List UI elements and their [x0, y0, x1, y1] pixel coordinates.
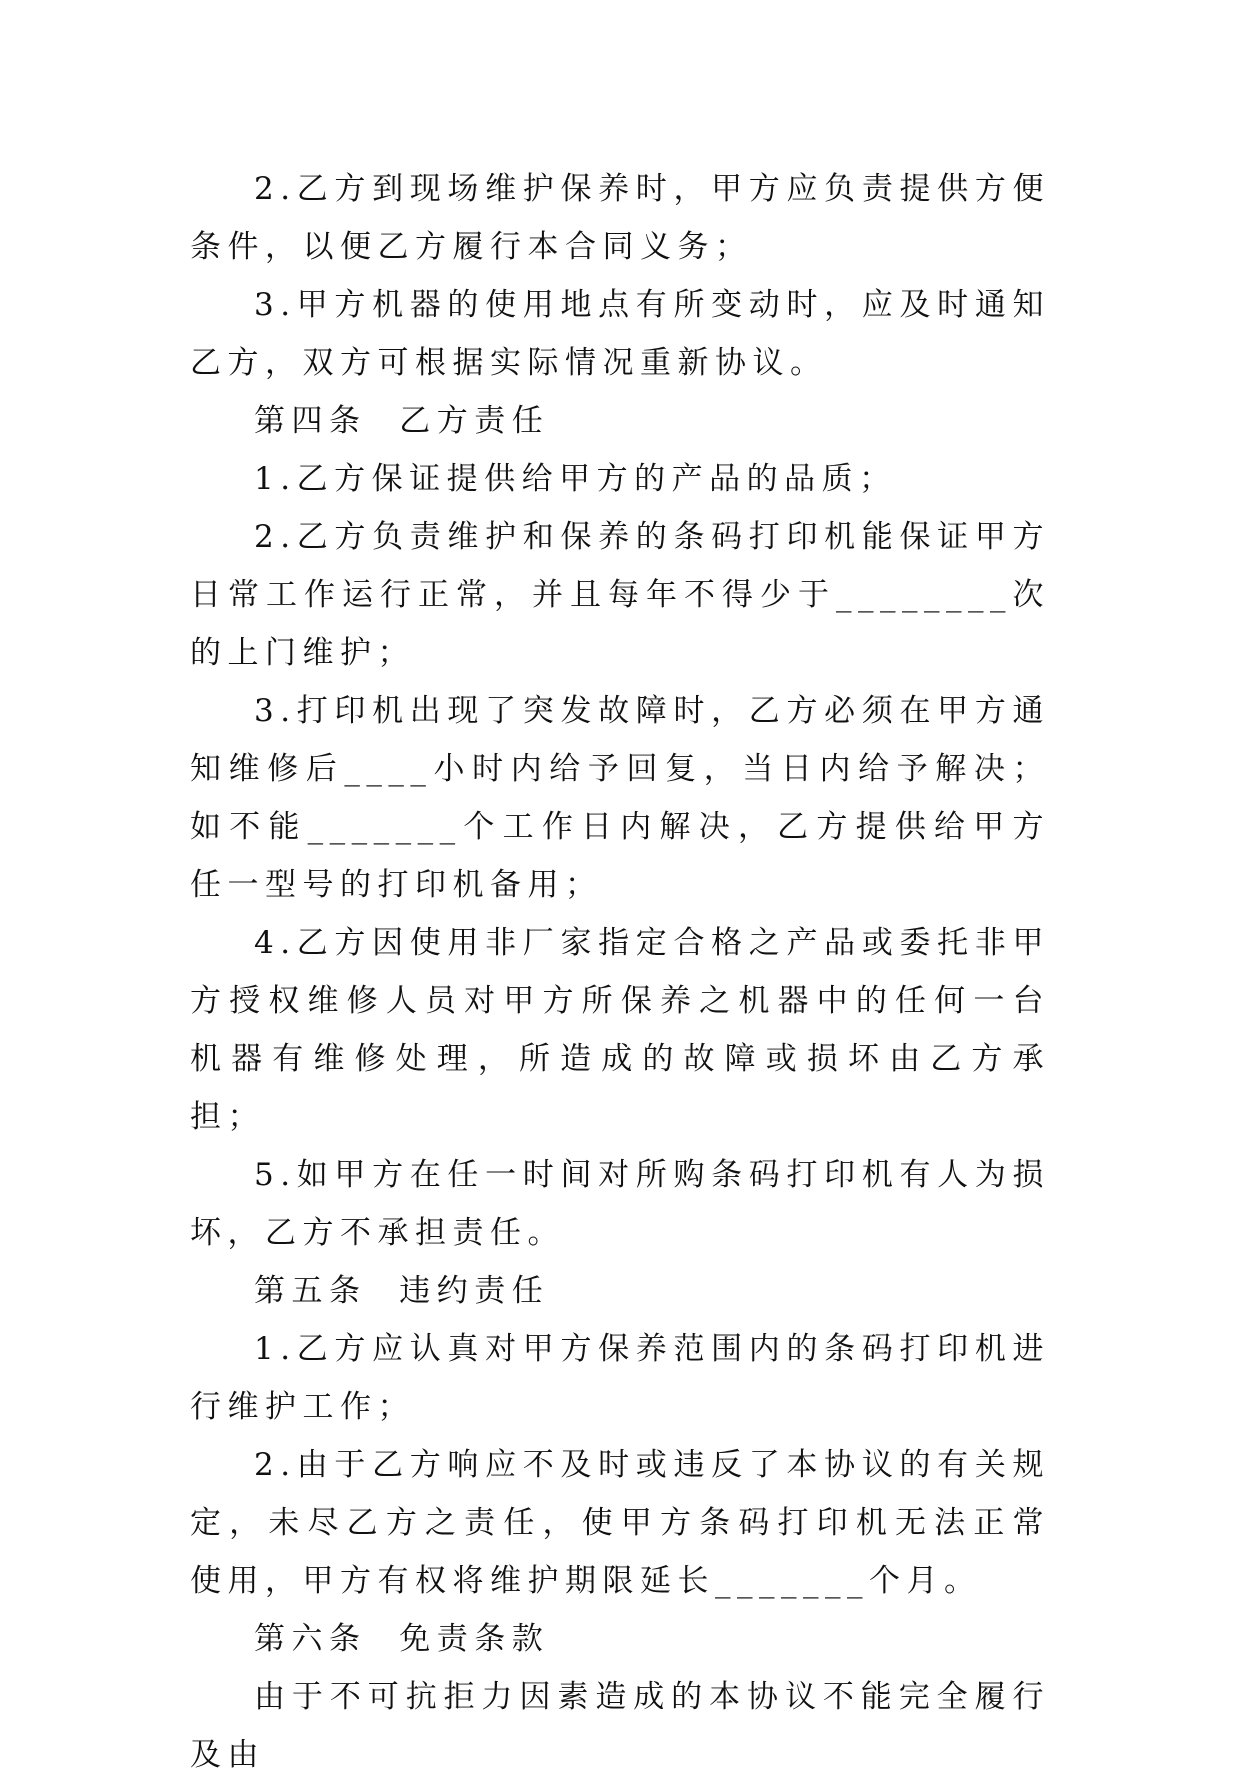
paragraph-clause-6-body: 由于不可抗拒力因素造成的本协议不能完全履行及由: [190, 1679, 1050, 1773]
document-body: [190, 160, 1050, 1784]
paragraph-clause-3-item-2: 2.乙方到现场维护保养时，甲方应负责提供方便条件，以便乙方履行本合同义务；: [190, 171, 1050, 265]
heading-article-5: 第五条 违约责任: [254, 1273, 550, 1309]
paragraph-clause-4-item-5: 5.如甲方在任一时间对所购条码打印机有人为损坏，乙方不承担责任。: [190, 1157, 1050, 1251]
heading-article-6: 第六条 免责条款: [254, 1621, 550, 1657]
paragraph-clause-4-item-4: 4.乙方因使用非厂家指定合格之产品或委托非甲方授权维修人员对甲方所保养之机器中的任何一台机器有维修处理，所造成的故障或损坏由乙方承担；: [190, 925, 1050, 1135]
paragraph-clause-4-item-2: 2.乙方负责维护和保养的条码打印机能保证甲方日常工作运行正常，并且每年不得少于________次的上门维护；: [190, 519, 1050, 671]
heading-article-4: 第四条 乙方责任: [254, 403, 550, 439]
paragraph-clause-5-item-2: 2.由于乙方响应不及时或违反了本协议的有关规定，未尽乙方之责任，使甲方条码打印机无法正常使用，甲方有权将维护期限延长_______个月。: [190, 1447, 1050, 1599]
paragraph-clause-5-item-1: 1.乙方应认真对甲方保养范围内的条码打印机进行维护工作；: [190, 1331, 1050, 1425]
paragraph-clause-4-item-1: 1.乙方保证提供给甲方的产品的品质；: [254, 461, 897, 497]
paragraph-clause-3-item-3: 3.甲方机器的使用地点有所变动时，应及时通知乙方，双方可根据实际情况重新协议。: [190, 287, 1050, 381]
paragraph-clause-4-item-3: 3.打印机出现了突发故障时，乙方必须在甲方通知维修后____小时内给予回复，当日内给予解决；如不能_______个工作日内解决，乙方提供给甲方任一型号的打印机备用；: [190, 693, 1050, 903]
